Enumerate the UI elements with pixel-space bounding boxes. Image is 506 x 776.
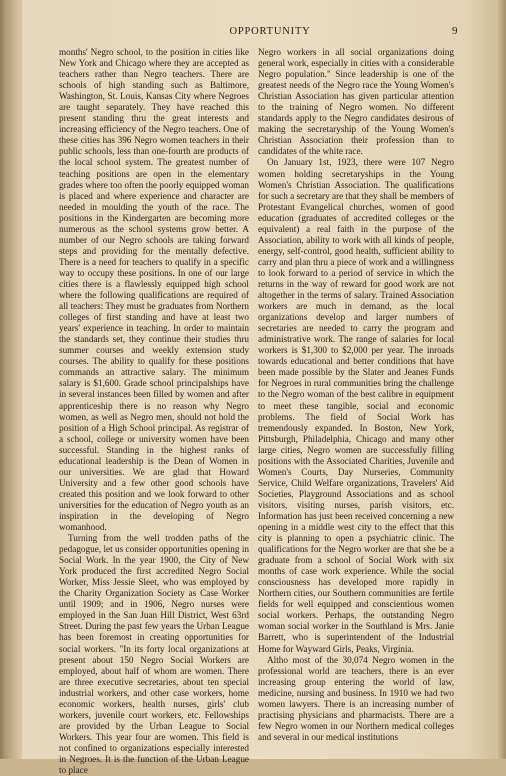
left-paragraph-1: months' Negro school, to the position in cities like New York and Chicago where they are accepted as teachers rather than Negro teachers. There are schools of high standing such as Baltimore, Washington, St. Louis, Kansas City where Negroes are taught separately. They have reached this present standing thru the great interests and increasing efficiency of the Negro teachers. One of these cities has 396 Negro women teachers in their public schools, less than one-fourth are products of the local school system. The greatest number of teaching positions are open in the elementary grades where too often the poorly equipped woman is placed and where experience and character are needed in moulding the youth of the race. The positions in the Kindergarten are becoming more numerous as the school systems grow better. A number of our Negro schools are taking forward steps and providing for the mentally defective. There is a need for teachers to qualify in a specific way to occupy these positions. In one of our large cities there is a flawlessly equipped high school where the following qualifications are required of all teachers: They must be graduates from Northern colleges of first standing and have at least two years' experience in teaching. In order to maintain the standards set, they continue their studies thru summer courses and weekly extension study courses. The ability to qualify for these positions commands an attractive salary. The minimum salary is $1,600. Grade school principalships have in several instances been filled by women and after apprenticeship there is no reason why Negro women, as well as Negro men, should not hold the position of a High School principal. As registrar of a school, college or university women have been successful. Standing in the highest ranks of educational leadership is the Dean of Women in our universities. We are glad that Howard University and a few other good schools have created this position and we look forward to other universities for the education of Negro youth as an inspiration in the developing of Negro womanhood.	[59, 47, 249, 533]
page-edge	[496, 0, 506, 759]
right-column	[258, 47, 454, 743]
running-header-title: OPPORTUNITY	[229, 26, 311, 37]
book-gutter	[0, 0, 22, 759]
right-paragraph-1: Negro workers in all social organizations doing general work, especially in cities with a considerable Negro population." Since leadership is one of the greatest needs of the Negro race the Young Women's Christian Association has given particular attention to the training of Negro women. No different standards apply to the Negro candidates desirous of making the secretaryship of the Young Women's Christian Association their profession than to candidates of the white race.	[258, 47, 454, 157]
right-paragraph-2: On January 1st, 1923, there were 107 Negro women holding secretaryships in the Young Women's Christian Association. The qualifications for such a secretary are that they shall be members of Protestant Evangelical churches, women of good education (graduates of accredited colleges or the equivalent) a real faith in the purpose of the Association, ability to work with all kinds of people, energy, self-control, good health, sufficient ability to carry and plan thru a piece of work and a willingness to look forward to a period of service in which the returns in the way of reward for good work are not altogether in the terms of salary. Trained Association workers are much in demand, as the local organizations develop and larger numbers of secretaries are needed to carry the program and administrative work. The range of salaries for local workers is $1,300 to $2,000 per year. The inroads towards educational and better conditions that have been made possible by the Slater and Jeanes Funds for Negroes in rural communities bring the challenge to the Negro woman of the best calibre in equipment to meet these tangible, social and economic problems. The field of Social Work has tremendously expanded. In Boston, New York, Pittsburgh, Philadelphia, Chicago and many other large cities, Negro women are successfully filling positions with the Associated Charities, Juvenile and Women's Courts, Day Nurseries, Community Service, Child Welfare organizations, Travelers' Aid Societies, Playground Associations and as school visitors, visiting nurses, parish visitors, etc. Information has just been received concerning a new opening in a middle west city to the effect that this city is planning to open a psychiatric clinic. The qualifications for the Negro worker are that she be a graduate from a school of Social Work with six months of case work experience. While the social consciousness has developed more rapidly in Northern cities, our Southern communities are fertile fields for well equipped and conscientious women social workers. Perhaps, the outstanding Negro woman social worker in the Southland is Mrs. Janie Barrett, who is superintendent of the Industrial Home for Wayward Girls, Peaks, Virginia.	[258, 157, 454, 654]
left-column	[59, 47, 249, 776]
left-paragraph-2: Turning from the well trodden paths of the pedagogue, let us consider opportunities opening in Social Work. In the year 1900, the City of New York produced the first accredited Negro Social Worker, Miss Jessie Sleet, who was employed by the Charity Organization Society as Case Worker until 1909; and in 1906, Negro nurses were employed in the San Juan Hill District, West 63rd Street. During the past few years the Urban League has been foremost in creating opportunities for social workers. "In its forty local organizations at present about 150 Negro Social Workers are employed, about half of whom are women. There are three executive secretaries, about ten special industrial workers, and other case workers, home economic workers, health nurses, girls' club workers, juvenile court workers, etc. Fellowships are provided by the Urban League to Social Workers. This year four are women. This field is not confined to organizations especially interested in Negroes. It is the function of the Urban League to place	[59, 533, 249, 776]
page-number: 9	[452, 25, 458, 37]
right-paragraph-3: Altho most of the 30,074 Negro women in the professional world are teachers, there is an ever increasing group entering the world of law, medicine, nursing and business. In 1910 we had two women lawyers. There is an increasing number of practising physicians and pharmacists. There are a few Negro women in our Northern medical colleges and several in our medical institutions	[258, 654, 454, 742]
